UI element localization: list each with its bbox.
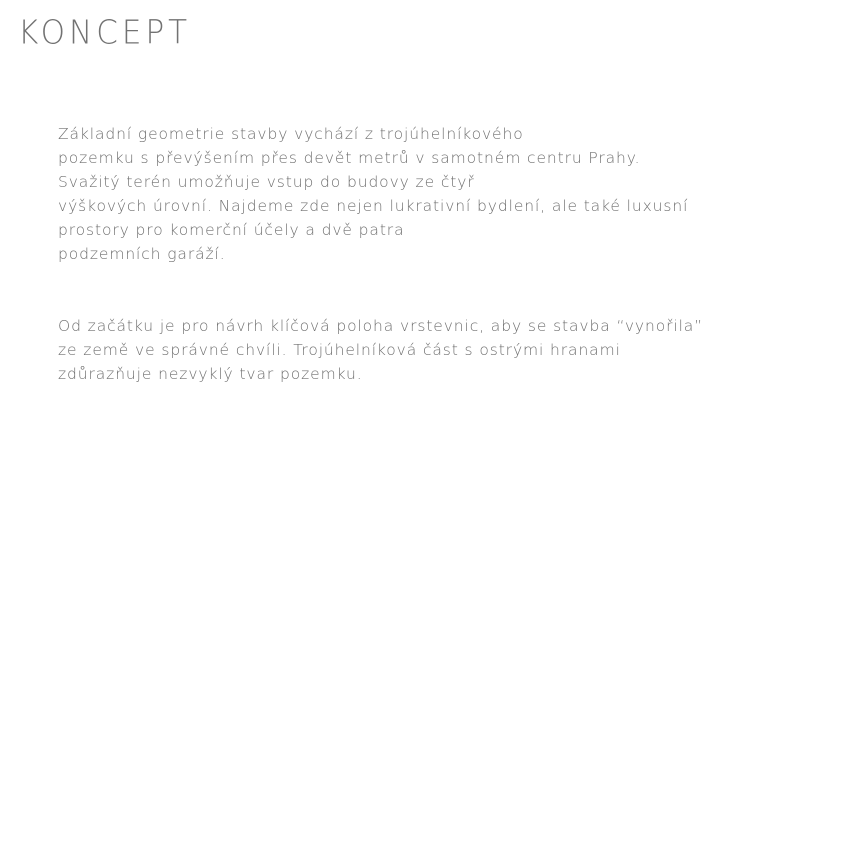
paragraph-line: pozemku s převýšením přes devět metrů v samotném centru Prahy. <box>58 149 641 167</box>
paragraph-line: Od začátku je pro návrh klíčová poloha vrstevnic, aby se stavba “vynořila” <box>58 317 704 335</box>
page-title: KONCEPT <box>18 14 192 52</box>
paragraph-line: Svažitý terén umožňuje vstup do budovy ze čtyř <box>58 173 475 191</box>
paragraph-line: zdůrazňuje nezvyklý tvar pozemku. <box>58 365 363 383</box>
paragraph-line: výškových úrovní. Najdeme zde nejen lukrativní bydlení, ale také luxusní <box>58 197 689 215</box>
paragraph-line: ze země ve správné chvíli. Trojúhelníková část s ostrými hranami <box>58 341 621 359</box>
paragraph-line: prostory pro komerční účely a dvě patra <box>58 221 405 239</box>
paragraph-line: podzemních garáží. <box>58 245 226 263</box>
paragraph-2 <box>58 314 778 386</box>
paragraph-1 <box>58 122 778 266</box>
paragraph-line: Základní geometrie stavby vychází z trojúhelníkového <box>58 125 524 143</box>
